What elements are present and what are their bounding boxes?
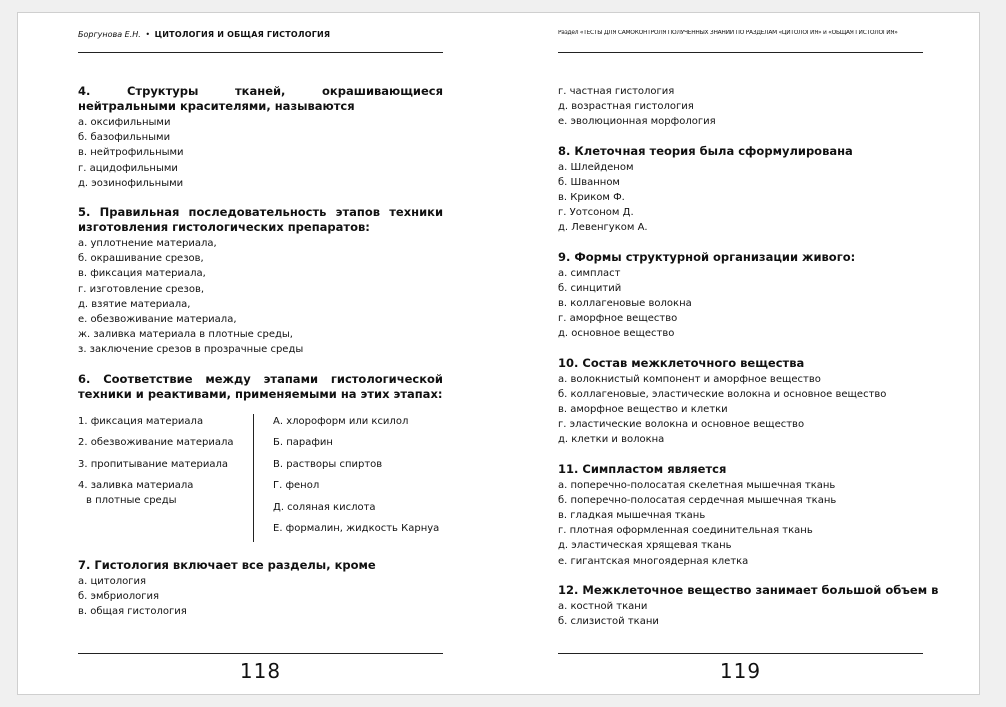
answer-option: б. коллагеновые, эластические волокна и основное вещество [558,388,887,400]
answer-option: г. частная гистология [558,86,675,97]
answer-option: г. ацидофильными [78,162,178,174]
header-section-title: Раздел «ТЕСТЫ ДЛЯ САМОКОНТРОЛЯ ПОЛУЧЕННЫХ ЗНАНИЙ ПО РАЗДЕЛАМ «ЦИТОЛОГИЯ» и «ОБЩАЯ ГИСТОЛОГИЯ» [558,30,898,36]
question-10 [558,356,923,448]
column-divider [253,414,254,542]
answer-option: а. поперечно-полосатая скелетная мышечная ткань [558,479,836,491]
answer-option: а. костной ткани [558,600,648,612]
answer-option: в. нейтрофильными [78,147,184,159]
answer-option: д. возрастная гистология [558,101,694,113]
answer-option: г. плотная оформленная соединительная ткань [558,525,813,537]
answer-option: а. цитология [78,575,147,587]
stage-item: 3. пропитывание материала [78,458,229,470]
page-number-left: 118 [78,653,443,683]
header-separator: • [145,30,151,39]
answer-option: в. Криком Ф. [558,192,625,204]
stage-item-continuation: в плотные среды [86,495,177,507]
question-9 [558,250,923,342]
question-4 [78,84,443,191]
answer-option: е. обезвоживание материала, [78,314,237,326]
left-page [78,13,443,696]
answer-option: д. Левенгуком А. [558,222,648,234]
reagent-item: Б. парафин [273,437,333,449]
book-spread [17,12,980,695]
reagents-column [273,414,448,543]
reagent-item: В. растворы спиртов [273,458,383,470]
answer-option: а. оксифильными [78,117,171,128]
question-11 [558,462,923,569]
question-heading: 12. Межклеточное вещество занимает большой объем в [558,582,939,597]
left-page-content [78,84,443,633]
right-page-content [558,84,939,643]
right-page [558,13,939,696]
answer-option: а. симпласт [558,267,621,279]
answer-option: в. фиксация материала, [78,268,206,280]
answer-option: з. заключение срезов в прозрачные среды [78,344,304,356]
stage-item-text: 4. заливка материала [78,480,194,492]
answer-option: а. Шлейденом [558,161,634,173]
running-header-left [78,30,443,53]
answer-option: е. эволюционная морфология [558,116,716,128]
question-heading: 9. Формы структурной организации живого: [558,249,856,264]
answer-option: г. изготовление срезов, [78,283,205,295]
question-6 [78,372,443,548]
question-heading: 8. Клеточная теория была сформулирована [558,143,853,158]
answer-option: д. взятие материала, [78,298,191,310]
answer-option: б. эмбриология [78,590,159,602]
question-12 [558,582,939,629]
question-8 [558,144,923,236]
question-heading: 6. Соответствие между этапами гистологической техники и реактивами, применяемыми на этих этапах: [78,371,443,401]
header-author: Боргунова Е.Н. [78,30,141,39]
stages-column [78,414,248,515]
stage-item: 1. фиксация материала [78,415,204,427]
answer-option: е. гигантская многоядерная клетка [558,555,749,567]
answer-option: б. базофильными [78,132,171,144]
question-heading: 4. Структуры тканей, окрашивающиеся нейтральными красителями, называются [78,84,443,113]
answer-option: д. основное вещество [558,328,675,340]
answer-option: д. клетки и волокна [558,434,665,446]
answer-option: в. общая гистология [78,606,187,618]
answer-option: г. эластические волокна и основное вещество [558,419,805,431]
answer-option: в. коллагеновые волокна [558,298,692,310]
answer-option: а. уплотнение материала, [78,238,217,250]
stage-item: 2. обезвоживание материала [78,437,234,449]
running-header-right [558,30,923,53]
answer-option: б. синцитий [558,282,622,294]
question-7 [78,558,443,620]
question-heading: 11. Симпластом является [558,461,727,476]
question-heading: 5. Правильная последовательность этапов техники изготовления гистологических препаратов: [78,205,443,235]
reagent-item: А. хлороформ или ксилол [273,415,409,427]
reagent-item: Д. соляная кислота [273,501,376,513]
answer-option: в. аморфное вещество и клетки [558,404,728,416]
answer-option: б. окрашивание срезов, [78,253,204,265]
answer-option: г. Уотсоном Д. [558,207,634,219]
reagent-item: Г. фенол [273,480,320,492]
answer-option: ж. заливка материала в плотные среды, [78,329,293,341]
stage-item [78,478,248,508]
answer-option: г. аморфное вещество [558,313,678,325]
reagent-item: Е. формалин, жидкость Карнуа [273,523,440,535]
header-book-title: ЦИТОЛОГИЯ И ОБЩАЯ ГИСТОЛОГИЯ [154,30,331,39]
page-number-right: 119 [558,653,923,683]
answer-option: д. эозинофильными [78,177,184,189]
answer-option: б. Шванном [558,176,620,188]
question-heading: 10. Состав межклеточного вещества [558,355,805,370]
answer-option: а. волокнистый компонент и аморфное вещество [558,373,821,385]
answer-option: б. поперечно-полосатая сердечная мышечная ткань [558,494,837,506]
answer-option: б. слизистой ткани [558,616,659,628]
matching-table [78,414,443,548]
question-5 [78,205,443,358]
question-heading: 7. Гистология включает все разделы, кроме [78,557,376,572]
question-7-continuation [558,84,923,130]
answer-option: в. гладкая мышечная ткань [558,510,706,522]
answer-option: д. эластическая хрящевая ткань [558,540,732,552]
